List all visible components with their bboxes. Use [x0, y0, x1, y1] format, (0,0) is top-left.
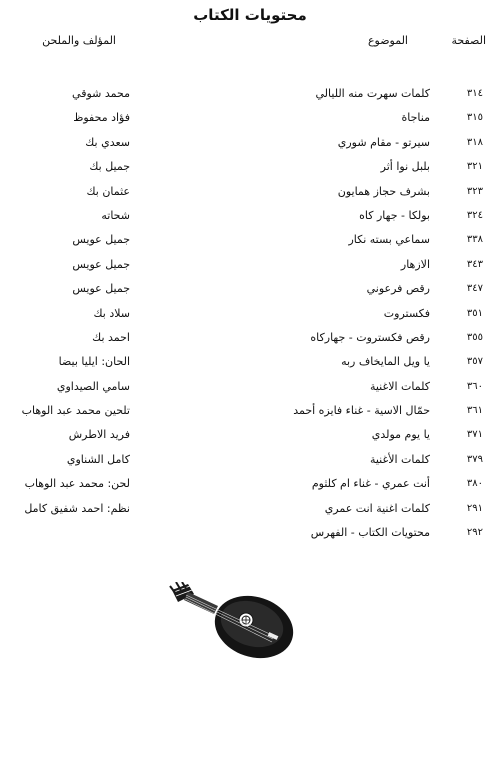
toc-row	[0, 475, 500, 499]
toc-page-number: ٣١٤	[466, 88, 483, 99]
toc-page-number: ٣٦١	[466, 405, 483, 417]
toc-row	[0, 134, 500, 158]
toc-title: مناجاة	[401, 111, 430, 125]
toc-row	[0, 207, 500, 231]
toc-page-number: ٣٥٥	[466, 331, 483, 343]
table-of-contents	[0, 85, 500, 548]
toc-row	[0, 329, 500, 353]
column-header-page: الصفحة	[451, 34, 486, 47]
toc-title: يا يوم مولدي	[371, 428, 430, 442]
toc-title: كلمات الاغنية	[369, 379, 430, 393]
toc-page-number: ٣٢١	[466, 161, 483, 173]
toc-author: احمد بك	[92, 330, 130, 344]
toc-row	[0, 524, 500, 548]
toc-page-number: ٣١٥	[466, 112, 483, 124]
toc-row	[0, 256, 500, 280]
toc-page-number: ٣٧٩	[466, 453, 483, 465]
toc-title: فكستروت	[383, 306, 430, 320]
toc-title: يا ويل المايخاف ربه	[341, 355, 430, 369]
toc-author: جميل عويس	[72, 257, 130, 271]
column-header-author: المؤلف والملحن	[42, 34, 116, 47]
toc-page-number: ٣٢٣	[466, 185, 483, 197]
toc-author: سلاد بك	[93, 306, 130, 320]
toc-page-number: ٣٥١	[466, 307, 483, 319]
toc-author: جميل عويس	[72, 233, 130, 247]
page-title: محتويات الكتاب	[193, 6, 307, 24]
toc-title: رقص فرعوني	[366, 282, 430, 296]
toc-page-number: ٣٥٧	[466, 356, 483, 368]
toc-author: شحاته	[101, 208, 130, 222]
toc-row	[0, 451, 500, 475]
toc-page-number: ٣٢٤	[466, 209, 483, 221]
toc-title: بشرف حجاز همايون	[337, 184, 430, 198]
toc-page-number: ٣٤٣	[466, 258, 483, 270]
toc-page-number: ٣١٨	[466, 136, 483, 148]
toc-author: فريد الاطرش	[68, 428, 130, 442]
oud-icon	[166, 582, 296, 662]
toc-author: كامل الشناوي	[66, 452, 130, 466]
toc-row	[0, 305, 500, 329]
toc-title: رقص فكستروت - جهاركاه	[310, 330, 430, 344]
toc-title: كلمات الأغنية	[369, 452, 430, 466]
toc-author: محمد شوقي	[72, 87, 130, 100]
toc-row	[0, 109, 500, 133]
toc-author: فؤاد محفوظ	[73, 111, 130, 125]
toc-page-number: ٣٧١	[466, 429, 483, 441]
toc-page-number: ٣٦٠	[466, 380, 483, 392]
toc-author: سعدي بك	[85, 135, 130, 149]
toc-title: كلمات اغنية انت عمري	[324, 501, 430, 515]
toc-author: عثمان بك	[86, 184, 130, 198]
toc-page-number: ٣٨٠	[466, 478, 483, 490]
toc-title: بولكا - جهار كاه	[359, 208, 430, 222]
toc-row	[0, 353, 500, 377]
toc-author: تلحين محمد عبد الوهاب	[21, 404, 130, 418]
toc-title: كلمات سهرت منه الليالي	[315, 87, 430, 100]
toc-row	[0, 378, 500, 402]
toc-row	[0, 500, 500, 524]
toc-row	[0, 280, 500, 304]
toc-row	[0, 85, 500, 109]
toc-page-number: ٢٩٢	[466, 527, 483, 539]
toc-page-number: ٣٣٨	[466, 234, 483, 246]
toc-title: حمّال الاسية - غناء فايزه أحمد	[293, 404, 430, 418]
toc-author: الحان: ايليا بيضا	[58, 355, 130, 369]
toc-title: سماعي بسته نكار	[348, 233, 430, 247]
toc-title: سيرتو - مقام شوري	[337, 135, 430, 149]
toc-author: جميل عويس	[72, 282, 130, 296]
toc-author: نظم: احمد شفيق كامل	[24, 501, 130, 515]
toc-title: أنت عمري - غناء ام كلثوم	[311, 477, 430, 491]
column-header-topic: الموضوع	[367, 34, 408, 47]
toc-title: محتويات الكتاب - الفهرس	[310, 526, 430, 540]
toc-title: الازهار	[400, 257, 430, 271]
toc-row	[0, 426, 500, 450]
toc-row	[0, 231, 500, 255]
toc-author: لحن: محمد عبد الوهاب	[24, 477, 130, 491]
toc-row	[0, 158, 500, 182]
toc-row	[0, 402, 500, 426]
toc-page-number: ٢٩١	[466, 502, 483, 514]
toc-author: جميل بك	[89, 160, 130, 174]
toc-author: سامي الصيداوي	[56, 379, 130, 393]
toc-row	[0, 183, 500, 207]
toc-page-number: ٣٤٧	[466, 283, 483, 295]
toc-title: بلبل نوا أثر	[380, 160, 430, 174]
